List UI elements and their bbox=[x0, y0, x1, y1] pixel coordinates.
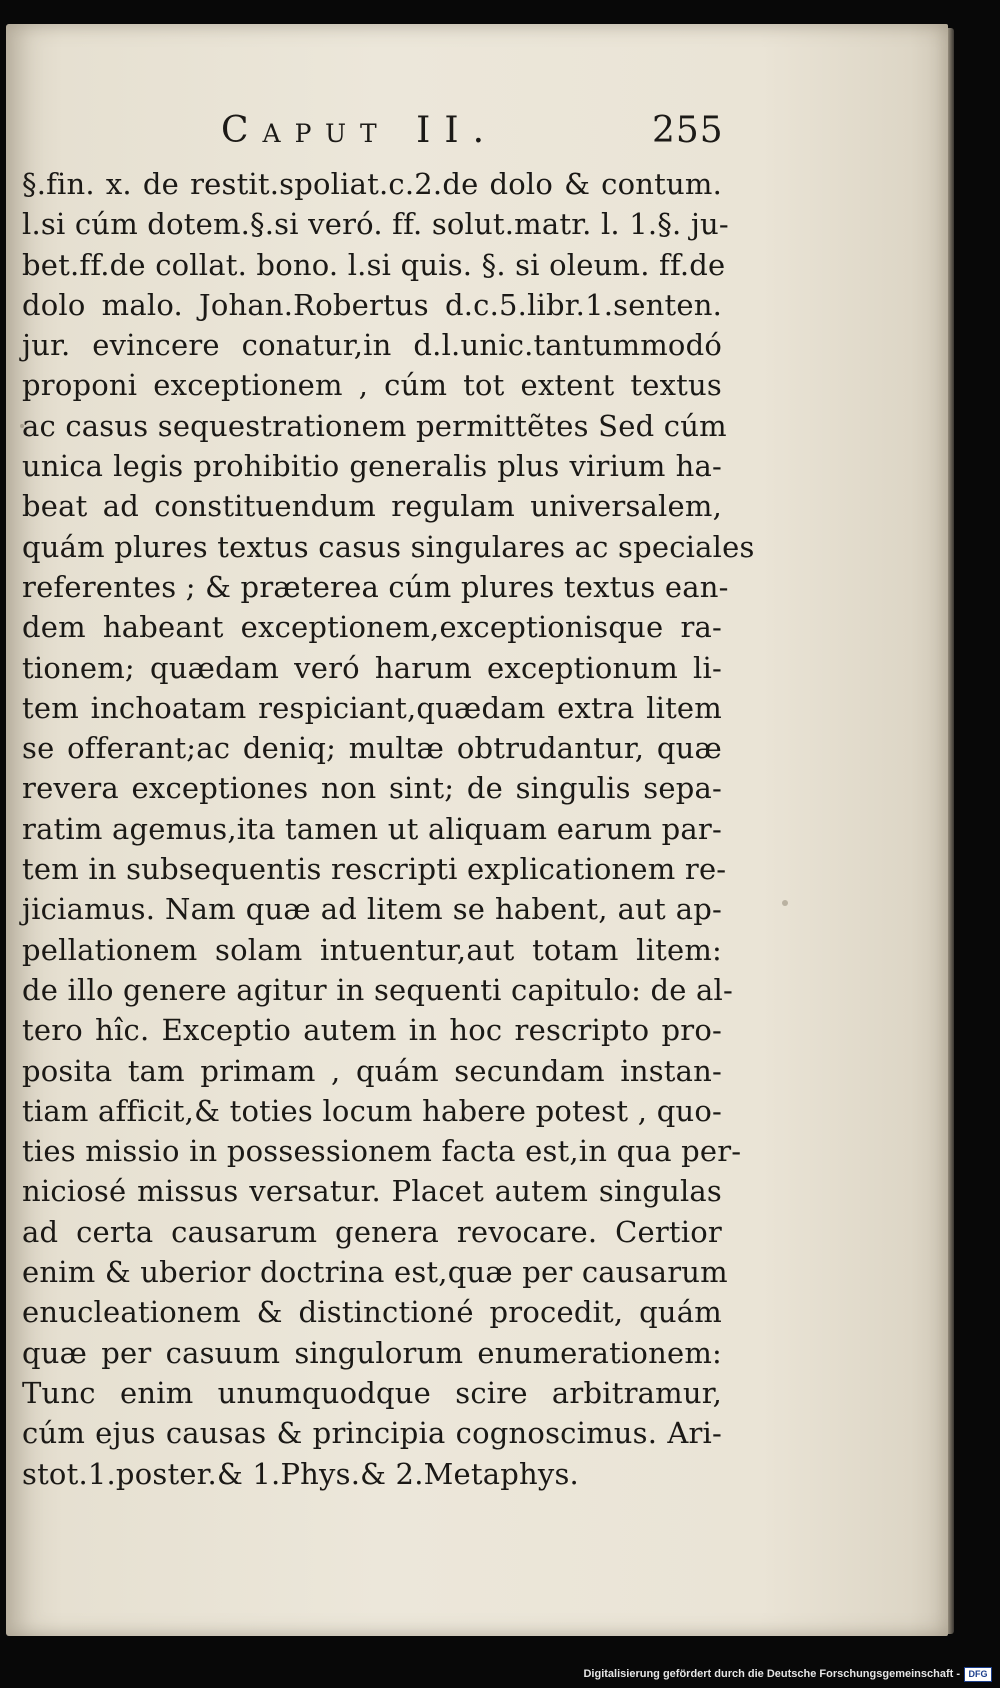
text-line: ac casus sequestrationem permittẽtes Sed cúm bbox=[22, 408, 727, 443]
text-line: tiam afficit,& toties locum habere potest , quo- bbox=[22, 1093, 722, 1128]
text-line: enucleationem & distinctioné procedit, quám bbox=[22, 1295, 722, 1330]
text-line: dem habeant exceptionem,exceptionisque ra- bbox=[22, 610, 722, 645]
text-line: unica legis prohibitio generalis plus virium ha- bbox=[22, 449, 722, 484]
text-line: tionem; quædam veró harum exceptionum li- bbox=[22, 650, 722, 685]
running-head bbox=[6, 110, 948, 160]
text-line: tero hîc. Exceptio autem in hoc rescripto pro- bbox=[22, 1013, 722, 1048]
text-line: quæ per casuum singulorum enumerationem: bbox=[22, 1335, 722, 1370]
text-line: referentes ; & præterea cúm plures textus ean- bbox=[22, 569, 729, 604]
text-line: jiciamus. Nam quæ ad litem se habent, aut ap- bbox=[22, 892, 722, 927]
text-line: cúm ejus causas & principia cognoscimus. Ari- bbox=[22, 1416, 722, 1451]
book-page bbox=[6, 24, 948, 1636]
page-number: 255 bbox=[652, 110, 724, 151]
text-line: ratim agemus,ita tamen ut aliquam earum par- bbox=[22, 811, 722, 846]
text-line: proponi exceptionem , cúm tot extent textus bbox=[22, 368, 722, 403]
text-line: enim & uberior doctrina est,quæ per causarum bbox=[22, 1255, 728, 1290]
text-line: tem in subsequentis rescripti explicationem re- bbox=[22, 852, 727, 887]
chapter-heading: Caput II. bbox=[221, 110, 499, 151]
text-line: ad certa causarum genera revocare. Certior bbox=[22, 1214, 722, 1249]
text-line: bet.ff.de collat. bono. l.si quis. §. si oleum. ff.de bbox=[22, 247, 726, 282]
text-line: de illo genere agitur in sequenti capitulo: de al- bbox=[22, 972, 733, 1007]
dfg-logo: DFG bbox=[964, 1667, 992, 1682]
text-line: §.fin. x. de restit.spoliat.c.2.de dolo & contum. bbox=[22, 167, 722, 201]
text-line: quám plures textus casus singulares ac speciales bbox=[22, 529, 755, 564]
text-line: se offerant;ac deniq; multæ obtrudantur, quæ bbox=[22, 731, 722, 766]
text-line: l.si cúm dotem.§.si veró. ff. solut.matr. l. 1.§. ju- bbox=[22, 207, 729, 242]
text-line: posita tam primam , quám secundam instan- bbox=[22, 1053, 722, 1088]
text-line: tem inchoatam respiciant,quædam extra litem bbox=[22, 690, 722, 725]
text-line: beat ad constituendum regulam universalem, bbox=[22, 489, 722, 524]
text-line: jur. evincere conatur,in d.l.unic.tantummodó bbox=[22, 328, 722, 363]
text-line: niciosé missus versatur. Placet autem singulas bbox=[22, 1174, 722, 1209]
text-line: pellationem solam intuentur,aut totam litem: bbox=[22, 932, 722, 967]
digitization-footer bbox=[583, 1666, 992, 1682]
text-line: stot.1.poster.& 1.Phys.& 2.Metaphys. bbox=[22, 1456, 579, 1491]
text-line: revera exceptiones non sint; de singulis sepa- bbox=[22, 771, 722, 806]
text-line: Tunc enim unumquodque scire arbitramur, bbox=[22, 1375, 722, 1410]
body-text bbox=[22, 164, 755, 1494]
paper-spot bbox=[782, 900, 788, 906]
paper-spot bbox=[20, 424, 24, 428]
text-line: ties missio in possessionem facta est,in qua per- bbox=[22, 1134, 742, 1169]
text-line: dolo malo. Johan.Robertus d.c.5.libr.1.senten. bbox=[22, 287, 722, 322]
funding-notice: Digitalisierung gefördert durch die Deutsche Forschungsgemeinschaft - bbox=[583, 1668, 960, 1680]
